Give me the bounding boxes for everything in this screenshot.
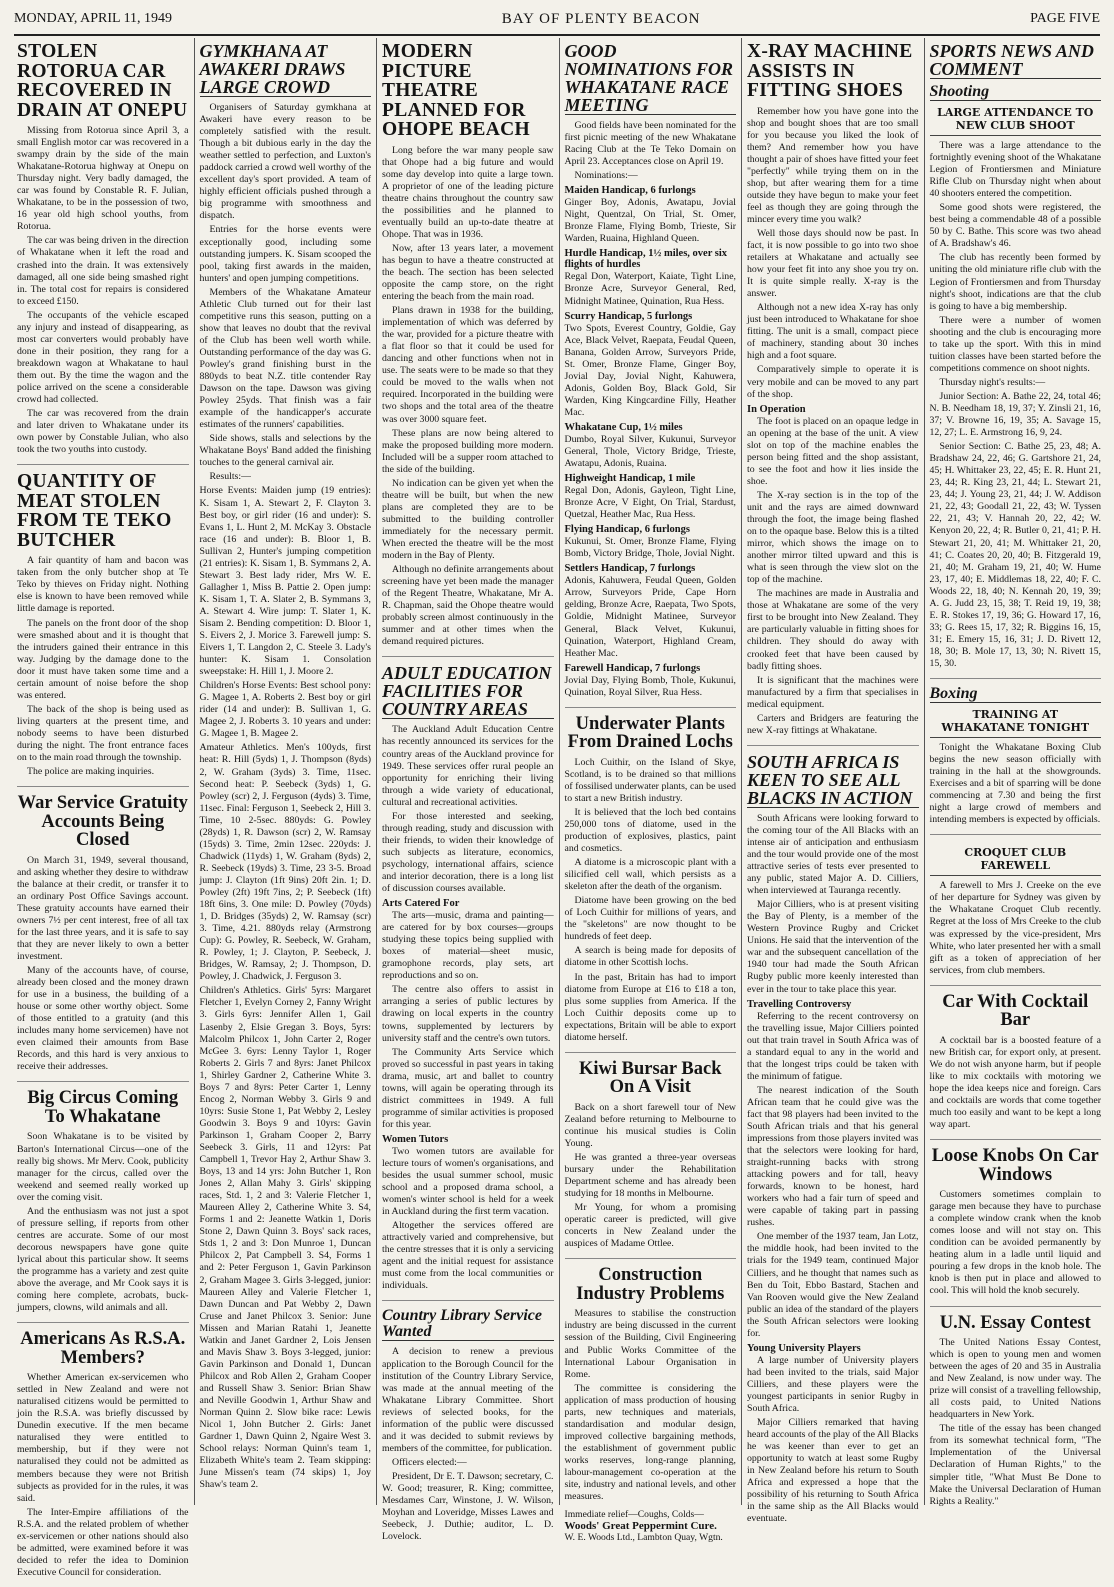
article-paragraph: No indication can be given yet when the theatre will be built, but when the new plans are completed they are to be submitted to the building controller immediately for the necessary permit. When erected the theatre will be the most modern in the Bay of Plenty. [382, 477, 554, 562]
article-subheading: Arts Catered For [382, 898, 460, 910]
advert-maker: W. E. Woods Ltd., Lambton Quay, Wgtn. [564, 1532, 723, 1544]
article-paragraph: The machines are made in Australia and those at Whakatane are some of the very first to be brought into New Zealand. They are particularly valuable in fitting shoes for children. They should do away with crooked feet that have been caused by badly fitting shoes. [747, 588, 919, 672]
article-paragraph: Whether American ex-servicemen who settled in New Zealand and were not naturalised citizens would be permitted to join the R.S.A. was briefly discussed by Dunedin executive. If the men became naturalised they were entitled to membership, but if they were not naturalised they could not be admitted as members because they were not British subjects as provided for in the rules, it was said. [17, 1372, 189, 1504]
masthead [14, 4, 1100, 36]
sports-section [930, 38, 1102, 679]
article-headline: Construction Industry Problems [576, 1265, 725, 1304]
article-paragraph: Major Cilliers, who is at present visiting the Bay of Plenty, is a member of the Western Province Rugby and Cricket Unions. He said that the intervention of the war and the subsequent cancellation of the 1940 tour had made the South African Rugby public more keenly interested than ever in the tour to take place this year. [747, 899, 919, 995]
article-paragraph: He was granted a three-year overseas bursary under the Rehabilitation Department scheme and has already been studying for 18 months in Melbourne. [564, 1152, 736, 1200]
article-paragraph: In the past, Britain has had to import diatome from Europe at £16 to £18 a ton, plus some supplies from America. If the Loch Cuithir deposits come up to expectations, Britain will be able to export diatome herself. [564, 971, 736, 1043]
article [565, 38, 737, 708]
article-paragraph: Good fields have been nominated for the first picnic meeting of the new Whakatane Racing Club at the Te Teko Domain on April 23. Acceptances close on April 19. [564, 120, 736, 168]
race-name: Flying Handicap, 6 furlongs [564, 524, 690, 536]
race-name: Whakatane Cup, 1½ miles [564, 421, 683, 433]
race-name: Scurry Handicap, 5 furlongs [564, 310, 693, 322]
shooting-paragraph: Junior Section: A. Bathe 22, 24, total 46; N. B. Needham 18, 19, 37; Y. Zinsli 21, 16, 37; V. Browne 16, 19, 35; A. Savage 15, 12, 27; L. E. Armstrong 16, 9, 24. [929, 390, 1101, 439]
article [747, 38, 919, 746]
article-paragraph: The foot is placed on an opaque ledge in an opening at the base of the unit. A view slot on top of the machine enables the person being fitted and the shop assistant, to see the foot and how it lies inside the shoe. [747, 415, 919, 487]
advert-lead: Immediate relief—Coughs, Colds— [564, 1509, 704, 1521]
race-name: Settlers Handicap, 7 furlongs [564, 563, 696, 575]
article-paragraph: The centre also offers to assist in arranging a series of public lectures by drawing on local experts in the country towns, supplemented by lecturers by university staff and the centre's own tutors. [382, 984, 554, 1044]
article-paragraph: It is significant that the machines were manufactured by a firm that specialises in medical equipment. [747, 674, 919, 710]
boxing-headline: TRAINING AT WHAKATANE TONIGHT [930, 708, 1102, 738]
article-paragraph: And the enthusiasm was not just a spot of pressure selling, if reports from other centres are accurate. Some of our most decorous newspapers have gone quite lyrical about this particular show. It seems the programme has a variety and zest quite above the average, and Mr Cook says it is coming here complete, acrobats, buck-jumpers, clowns, wild animals and all. [17, 1205, 189, 1314]
article-headline: ADULT EDUCATION FACILITIES FOR COUNTRY AREAS [382, 664, 554, 719]
race-name: Hurdle Handicap, 1½ miles, over six flights of hurdles [564, 248, 728, 271]
results-paragraph: Children's Horse Events: Best school pony: G. Magee 1, A. Roberts 2. Best boy or girl rider (14 and under): B. Sullivan 1, G. Magee 2, J. Roberts 3. 10 years and under: G. Magee 1, B. Magee 2. [199, 680, 371, 740]
results-paragraph: Results:— [209, 471, 251, 483]
article-paragraph: Plans drawn in 1938 for the building, implementation of which was deferred by the war, provided for a picture theatre with a flat floor so that it could be used for dancing and other functions when not in use. The seats were to be made so that they could be moved to the walls when not required. Incorporated in the building were two shops and the total area of the theatre was over 3000 square feet. [382, 305, 554, 425]
column-2 [194, 38, 377, 1505]
race-name: Highweight Handicap, 1 mile [564, 473, 696, 485]
article-paragraph: Now, after 13 years later, a movement has begun to have a theatre constructed at the beach. The section has been selected opposite the camp store, on the right entering the beach from the main road. [382, 242, 554, 303]
article-paragraph: Referring to the recent controversy on the travelling issue, Major Cilliers pointed out that train travel in South Africa was of a standard equal to any in the world and that the longest trips could be taken with the minimum of fatigue. [747, 1010, 919, 1082]
article-paragraph: One member of the 1937 team, Jan Lotz, the middle hook, had been invited to the trials for the 1949 team, continued Major Cilliers, and he thought that names such as Ben du Toit, Ebbo Bastard, Stachen and Van Rooven would give the New Zealand public an idea of the standard of the players the South African selectors were looking for. [747, 1231, 919, 1339]
column-1 [12, 38, 194, 1578]
article-paragraph: Diatome have been growing on the bed of Loch Cuithir for millions of years, and the "skeletons" are now thought to be hundreds of feet deep. [564, 895, 736, 943]
article-headline: QUANTITY OF MEAT STOLEN FROM TE TEKO BUTCHER [17, 471, 172, 551]
race-nominations: Kukunui, St. Omer, Bronze Flame, Flying Bomb, Victory Bridge, Thole, Jovial Night. [564, 536, 736, 560]
article-subheading: In Operation [747, 403, 806, 415]
article-paragraph: The car was recovered from the drain and later driven to Whakatane under its own power by Constable Julian, who also took the two youths into custody. [17, 408, 189, 456]
article-headline: War Service Gratuity Accounts Being Closed [17, 793, 188, 851]
article-headline: Loose Knobs On Car Windows [931, 1146, 1099, 1185]
article-paragraph: The panels on the front door of the shop were smashed about and it is thought that the intruders gained their entrance in this way. Judging by the damage done to the door it must have taken some time and a certain amount of noise before the shop was entered. [17, 617, 189, 701]
article-headline: GYMKHANA AT AWAKERI DRAWS LARGE CROWD [200, 42, 372, 97]
article-headline: GOOD NOMINATIONS FOR WHAKATANE RACE MEETING [565, 42, 737, 115]
race-name: Farewell Handicap, 7 furlongs [564, 662, 701, 674]
article-paragraph: Soon Whakatane is to be visited by Barton's International Circus—one of the really big shows. Mr Merv. Cook, publicity manager for the circus, called over the weekend and seemed really worked up over the coming visit. [17, 1131, 189, 1203]
article-paragraph: Entries for the horse events were exceptionally good, including some outstanding jumpers. K. Sisam scooped the pool, taking first awards in the maiden, hunters' and open jumping competitions. [199, 224, 371, 284]
article [17, 1326, 189, 1587]
article-paragraph: A cocktail bar is a boosted feature of a new British car, for export only, at present. We do not wish anyone harm, but if people like to mix cocktails with motoring we hope the idea keeps nice and foreign. Cars and cocktails are words that come together much too easily and want to be kept a long way apart. [929, 1034, 1101, 1131]
results-paragraph: Amateur Athletics. Men's 100yds, first heat: R. Hill (5yds) 1, J. Thompson (8yds) 2, W. Graham (3yds) 3. Time, 11sec. Second heat: P. Seebeck (3yds) 1, G. Powley (scr) 2, J. Ferguson (4yds) 3. Time, 11sec. Final: Ferguson 1, Seebeck 2, Hill 3. Time, 10 2-5sec. 880yds: G. Powley (28yds) 1, R. Dawson (scr) 2, W. Ramsay (15yds) 3. Time, 2min 12sec. 220yds: J. Chadwick (11yds) 1, W. Graham (8yds) 2, R. Seebeck (19yds) 3. Time, 23 3-5. Broad jump: J. Clayton (1ft 9ins) 20ft 2in. 1; D. Powley (2ft) 19ft 7ins, 2; P. Seebeck (1ft) 18ft 6ins, 3. One mile: D. Powley (70yds) 1, D. Bridges (35yds) 2, W. Ramsay (scr) 3. Time, 4.21. 880yds relay (Armstrong Cup): G. Powley, R. Seebeck, W. Graham, R. Powley, 1; J. Clayton, P. Seebeck, J. Bridges, W. Ramsay, 2; J. Thompson, D. Powley, J. Chadwick, J. Ferguson 3. [199, 742, 371, 983]
peppermint-cure-advert [565, 1509, 737, 1543]
article-paragraph: Members of the Whakatane Amateur Athletic Club turned out for their last competitive runs this season, putting on a show that leaves no doubt that the revival of the Club has been well worth while. Outstanding performance of the day was G. Powley's grand finishing burst in the 880yds to beat N.Z. title contender Ray Dawson on the tape. Dawson was giving Powley 25yds. That finish was a fair example of the handicapper's accurate estimates of the runners' capabilities. [199, 286, 371, 431]
article [17, 38, 189, 465]
article-paragraph: A search is being made for deposits of diatome in other Scottish lochs. [564, 945, 736, 969]
article-subheading: Young University Players [747, 1342, 861, 1354]
article-paragraph: South Africans were looking forward to the coming tour of the All Blacks with an intense air of anticipation and enthusiasm and the tour would provide one of the most attractive series of tests ever presented to any public, stated Major A. D. Cilliers, when interviewed at Tauranga recently. [747, 812, 919, 897]
article-paragraph: It is believed that the loch bed contains 250,000 tons of diatome, used in the production of explosives, plastics, paint and cosmetics. [564, 806, 736, 855]
article-paragraph: President, Dr E. T. Dawson; secretary, C. W. Good; treasurer, R. King; committee, Mesdames Carr, Winstone, J. W. Wilson, Moyhan and Loveridge, Misses Lawes and Seebeck, J. Duthie; auditor, L. D. Lovelock. [382, 1470, 554, 1543]
boxing-paragraph: Tonight the Whakatane Boxing Club begins the new season officially with training in the hall at the showgrounds. Exercises and a bit of sparring will be done commencing at 7.30 and being the first night a large crowd of members and intending members is expected by officials. [929, 742, 1101, 826]
column-5 [741, 38, 924, 1525]
article-paragraph: Measures to stabilise the construction industry are being discussed in the current session of the Building, Civil Engineering and Public Works Committee of the International Labour Organisation in Rome. [564, 1308, 736, 1380]
column-6 [924, 38, 1107, 1505]
sports-title: SPORTS NEWS AND COMMENT [930, 42, 1102, 79]
shooting-paragraph: Some good shots were registered, the best being a commendable 48 of a possible 50 by C. Bathe. This score was two ahead of A. Bradshaw's 46. [929, 202, 1101, 250]
article-paragraph: Many of the accounts have, of course, already been closed and the money drawn for use in a business, the building of a house or some other worthy object. Some of those entitled to a gratuity (and this includes many home servicemen) have not even claimed their amounts from Base Records, and this hard is very anxious to receive their addresses. [17, 965, 189, 1073]
section-shooting: Shooting [930, 84, 1102, 101]
article-headline: Kiwi Bursar Back On A Visit [578, 1058, 722, 1098]
article [930, 1143, 1102, 1306]
article-headline: STOLEN ROTORUA CAR RECOVERED IN DRAIN AT ONEPU [17, 41, 188, 121]
article-paragraph: Well those days should now be past. In fact, it is now possible to go into two shoe retailers at Whakatane and actually see how your feet fit into any shoe you try on. It is quite simple really. X-ray is the answer. [747, 227, 919, 300]
article-paragraph: The Inter-Empire affiliations of the R.S.A. and the related problem of whether ex-servicemen or other nations should also be admitted, were examined before it was decided to refer the idea to Dominion Executive Council for consideration. [17, 1506, 189, 1578]
column-4 [559, 38, 742, 1544]
article [565, 1262, 737, 1549]
article [930, 989, 1102, 1140]
article-paragraph: Altogether the services offered are attractively varied and comprehensive, but the centre stresses that it is only a servicing agent and the initial request for assistance must come from the local communities or individuals. [382, 1220, 554, 1292]
article [930, 1310, 1102, 1516]
article [747, 749, 919, 1534]
race-nominations: Adonis, Kahuwera, Feudal Queen, Golden Arrow, Surveyors Pride, Cape Horn gelding, Bronze Acre, Raepata, Two Spots, Goldie, Midnight Matinee, Surveyor General, Black Velvet, Kukunui, Quination, Waterport, Highland Cream, Heather Mac. [564, 575, 736, 659]
article-paragraph: Carters and Bridgers are featuring the new X-ray fittings at Whakatane. [747, 712, 919, 736]
article-paragraph: A large number of University players had been invited to the trials, said Major Cilliers, and these players were the youngest participants in senior Rugby in South Africa. [747, 1354, 919, 1414]
shooting-headline: LARGE ATTENDANCE TO NEW CLUB SHOOT [930, 106, 1102, 136]
paper-title: BAY OF PLENTY BEACON [501, 10, 701, 27]
article [17, 468, 189, 787]
race-nominations: Regal Don, Waterport, Kaiate, Tight Line, Bronze Acre, Surveyor General, Red, Midnight Matinee, Quination, Rua Hess. [564, 271, 736, 307]
article-paragraph: For those interested and seeking, through reading, study and discussion with their friends, to widen their knowledge of such subjects as literature, economics, psychology, international affairs, science and interior decoration, there is a long list of discussion courses available. [382, 810, 554, 895]
article-paragraph: Side shows, stalls and selections by the Whakatane Boys' Band added the finishing touches to the general carnival air. [199, 433, 371, 469]
article-paragraph: A fair quantity of ham and bacon was taken from the only butcher shop at Te Teko by thieves on Friday night. Nothing else is known to have been removed while little damage is reported. [17, 555, 189, 615]
page-number: PAGE FIVE [1030, 11, 1100, 26]
article [382, 1304, 554, 1551]
article-paragraph: These plans are now being altered to make the proposed building more modern. Included will be a supper room attached to the side of the building. [382, 427, 554, 475]
article-paragraph: The back of the shop is being used as living quarters at the present time, and nobody seems to have been disturbed during the night. The front entrance faces on to the main road through the township. [17, 703, 189, 764]
results-paragraph: Children's Athletics. Girls' 5yrs: Margaret Fletcher 1, Evelyn Corney 2, Fanny Wright 3. Girls 6yrs: Jennifer Allen 1, Gail Lasenby 2, Elsie Gregan 3. Boys, 5yrs: Malcolm Philcox 1, John Carter 2, Roger McGee 3. 6yrs: Lenny Taylor 1, Roger Roberts 2. Girls 7 and 8yrs: Janet Philcox 1, Shirley Gardner 2, Catherine White 3. Boys 7 and 8yrs: Peter Carter 1, Lenny Encog 2, Norman Webby 3. Girls 9 and 10yrs: Susie Stone 1, Pat Webby 2, Lesley Goodwin 3. Boys 9 and 10yrs: Gavin Parkinson 1, Graham Cooper 2, Barry Seebeck 3. Girls, 11 and 12yrs: Pat Campbell 1, Trevor Hay 2, Arthur Shaw 3. Boys, 13 and 14 yrs: John Butcher 1, Ron Jones 2, Allan Mahy 3. Girls' skipping races, Std. 1, 2 and 3: Valerie Fletcher 1, Maureen Alley 2, Catherine White 3. S4, Forms 1 and 2: Jeanette Watkin 1, Doris Stone 2, Dawn Quinn 3. Boys' sack races, Stds 1, 2 and 3: Don Munroe 1, Duncan Philcox 2, Pat Campbell 3. S4, Forms 1 and 2: Peter Ferguson 1, Gavin Parkinson 2, Graham Magee 3. Girls 3-legged, junior: Maureen Alley and Valerie Fletcher 1, Dawn Duncan and Pat Webby 2, Dawn Cruse and Janet Philcox 3. Senior: June Missen and Marian Ratahi 1, Jeanette Watkin and Janet Gardner 2, Lois Jensen and Mavis Shaw 3. Boys 3-legged, junior: Gavin Parkinson and Donald 1, Duncan Philcox and Rob Allen 2, Graham Cooper and Russell Shaw 3. Senior: Brian Shaw and Neville Goodwin 1, Arthur Shaw and Norman Quinn 2. Slow bike race: Lewis Nicol 1, John Butcher 2. Girls: Janet Gardner 1, Dawn Quinn 2, Ngaire West 3. School relays: Norman Quinn's team 1, Elizabeth White's team 2. Team skipping: June Missen's team (74 skips) 1, Joy Shaw's team 2. [199, 985, 371, 1491]
race-nominations: Regal Don, Adonis, Gayleon, Tight Line, Bronze Acre, V Eight, On Trial, Stardust, Quetzal, Heather Mac, Rua Hess. [564, 485, 736, 521]
article-paragraph: Loch Cuithir, on the Island of Skye, Scotland, is to be drained so that millions of fossilised underwater plants, can be used to start a new British industry. [564, 756, 736, 804]
article-paragraph: Major Cilliers remarked that having heard accounts of the play of the All Blacks he was keener than ever to get an opportunity to watch at least some Rugby in New Zealand before his return to South Africa and expressed a hope that the possibility of his returning to South Africa in the same ship as the All Blacks would eventuate. [747, 1417, 919, 1525]
article [382, 660, 554, 1301]
article-paragraph: A farewell to Mrs J. Creeke on the eve of her departure for Sydney was given by the Whakatane Croquet Club recently. Regret at the loss of Mrs Creeke to the club was expressed by the vice-president, Mrs White, who later presented her with a small gift as a token of appreciation of her services, from club members. [929, 880, 1101, 976]
article-subheading: Women Tutors [382, 1133, 449, 1145]
article [382, 38, 554, 657]
article-headline: Underwater Plants From Drained Lochs [567, 713, 733, 753]
article-paragraph: The Community Arts Service which proved so successful in past years in taking drama, music, art and ballet to country towns, will again be operating through its district committees in 1949. A full programme of similar activities is proposed for this year. [382, 1046, 554, 1130]
article-paragraph: The title of the essay has been changed from its somewhat technical form, "The Implementation of the Universal Declaration of Human Rights," to the simpler title, "What Must Be Done to Make the Universal Declaration of Human Rights a Reality." [929, 1423, 1101, 1507]
article-paragraph: Although no definite arrangements about screening have yet been made the manager of the Regent Theatre, Whakatane, Mr A. R. Chapman, said the Ohope theatre would probably screen almost continuously in the summer and at other times when the demand required pictures. [382, 564, 554, 648]
race-name: Maiden Handicap, 6 furlongs [564, 185, 696, 197]
article [17, 790, 189, 1082]
article-paragraph: On March 31, 1949, several thousand, and asking whether they desire to withdraw the balance at their credit, or transfer it to an ordinary Post Office Savings account. These gratuity accounts have earned their owners 7½ per cent interest, free of all tax for the last three years, and it is safe to say that they are never likely to own a better investment. [17, 854, 189, 962]
shooting-paragraph: There was a large attendance to the fortnightly evening shoot of the Whakatane Legion of Frontiersmen and Miniature Rifle Club on Thursday night when about 40 shooters entered the competition. [929, 140, 1101, 200]
article-paragraph: Missing from Rotorua since April 3, a small English motor car was recovered in a swampy drain by the side of the main Whakatane-Rotorua highway at Onepu on Thursday night. Very badly damaged, the car was found by Constable R. F. Julian, Whakatane, to be in the possession of two, 16 year old high school youths, from Rotorua. [17, 125, 189, 233]
article [17, 1085, 189, 1323]
article-headline: SOUTH AFRICA IS KEEN TO SEE ALL BLACKS IN ACTION [747, 753, 919, 808]
shooting-paragraph: The club has recently been formed by uniting the old miniature rifle club with the Legion of Frontiersmen and from Thursday night's shoot, indications are that the club is going to have a big membership. [929, 252, 1101, 312]
article-paragraph: The arts—music, drama and painting—are catered for by box courses—groups studying these topics being supplied with boxes of material—sheet music, gramophone records, play sets, art reproductions and so on. [382, 910, 554, 982]
article-headline: Big Circus Coming To Whakatane [27, 1088, 179, 1127]
article-paragraph: Mr Young, for whom a promising operatic career is predicted, will give concerts in New Zealand under the auspices of Madame Ottlee. [564, 1202, 736, 1250]
article [565, 1056, 737, 1260]
boxing-section [930, 682, 1102, 835]
article-paragraph: The committee is considering the application of mass production of housing parts, new techniques and materials, standardisation and modular design, improved collective bargaining methods, the establishment of government public works reserves, long-range planning, labour-management co-operation at the site, industry and national levels, and other measures. [564, 1382, 736, 1503]
section-boxing: Boxing [930, 686, 1102, 703]
article [930, 838, 1102, 985]
article-paragraph: A decision to renew a previous application to the Borough Council for the institution of the Country Library Service, was made at the annual meeting of the Whakatane Library Committee. Short reviews of selected books, for the information of the public were discussed and it was decided to submit reviews by members of the committee, for publication. [382, 1346, 554, 1454]
article-paragraph: The nearest indication of the South African team that he could give was the fact that 98 players had been invited to the South African trials and that his general impressions from those players invited was that the selectors were looking for hard, straight-running backs with strong attacking powers and for tall, heavy forwards, known to be honest, hard workers who had a fair turn of speed and were capable of taking part in passing rushes. [747, 1084, 919, 1229]
article-headline: CROQUET CLUB FAREWELL [930, 846, 1102, 876]
article-paragraph: Organisers of Saturday gymkhana at Awakeri have every reason to be completely satisfied with the result. Though a bit dubious early in the day the weather settled to perfection, and Luxton's paddock carried a crowd well worthy of the excellent day's sport provided. A team of highly efficient officials pushed through a big programme with smoothness and dispatch. [199, 102, 371, 222]
article [565, 711, 737, 1053]
article-paragraph: Officers elected:— [392, 1456, 467, 1468]
article-paragraph: Two women tutors are available for lecture tours of women's organisations, and besides the usual summer school, music school and a proposed drama school, a women's winter school is held for a week in Auckland during the first term vacation. [382, 1145, 554, 1218]
advert-brand: Woods' Great Peppermint Cure. [564, 1520, 717, 1533]
results-paragraph: Horse Events: Maiden jump (19 entries): K. Sisam 1, A. Stewart 2, F. Clayton 3. Best boy, or girl rider (16 and under): S. Evans 1, L. Hunt 2, M. McKay 3. Obstacle race (16 and under): B. Bloor 1, B. Sullivan 2, Hunter's jumping competition (21 entries): K. Sisam 1, B. Symmans 2, A. Stewart 3. Best lady rider, Mrs W. E. Gallagher 1, Miss B. Pattie 2. Open jump: K. Sisam 1, T. A. Slater 2, B. Symmans 3, A. Stewart 4. Wire jump: T. Slater 1, K. Sisam 2. Bending competition: D. Bloor 1, S. Eivers 2, J. Morice 3. Farewell jump: S. Eivers 1, T. Langdon 2, C. Steele 3. Lady's hunter: K. Sisam 1. Consolation sweepstake: H. Hill 1, J. Moore 2. [199, 485, 371, 678]
article-paragraph: The car was being driven in the direction of Whakatane when it left the road and crashed into the drain. It was extensively damaged, all one side being smashed right in. The total cost for repairs is considered to exceed £150. [17, 235, 189, 307]
columns [12, 38, 1106, 1578]
article-headline: U.N. Essay Contest [939, 1312, 1091, 1333]
article-subheading: Travelling Controversy [747, 998, 852, 1010]
article-headline: Country Library Service Wanted [382, 1308, 554, 1341]
article-paragraph: Remember how you have gone into the shop and bought shoes that are too small for you because you liked the look of them? And remember how you have thought a pair of shoes have fitted your feet "perfectly" while trying them on in the shop, but after wearing them for a time outside they have begun to make your feet feel as though they are going through the mincer every time you walk? [747, 105, 919, 225]
column-3 [376, 38, 559, 1543]
shooting-paragraph: Senior Section: C. Bathe 25, 23, 48; A. Bradshaw 24, 22, 46; G. Gartshore 21, 24, 45; H. Whittaker 23, 22, 45; E. R. Hunt 21, 23, 44; R. King 23, 21, 44; L. Stewart 21, 23, 44; J. Young 23, 21, 44; J. W. Addison 21, 22, 43; Goodall 21, 22, 43; W. Tyssen 22, 21, 43; V. Hannah 20, 22, 42; W. Kenyon 20, 22, 4; R. Butler 0, 21, 41; P. H. Stewart 21, 20, 41; M. Whittaker 21, 20, 41; C. Coates 20, 20, 40; B. Fitzgerald 19, 21, 40; M. Graham 19, 21, 40; W. Hume 23, 17, 40; E. Middlemas 18, 22, 40; F. C. Woods 22, 18, 40; N. Kennah 20, 19, 39; A. G. Judd 23, 15, 38; T. Reid 19, 19, 38; E. R. Stokes 17, 19, 36; G. Howard 17, 16, 33; G. Rees 15, 17, 32; R. Biggins 16, 15, 31; E. Emery 15, 16, 31; J. D. Rivett 12, 18, 30; B. Mole 17, 13, 30; N. Rivett 15, 15, 30. [929, 441, 1101, 669]
race-nominations: Ginger Boy, Adonis, Awatapu, Jovial Night, Quentzal, On Trial, St. Omer, Bronze Flame, Flying Bomb, Trieste, Sir Warden, Ruaina, Highland Queen. [564, 197, 736, 245]
issue-date: MONDAY, APRIL 11, 1949 [14, 11, 173, 26]
article-headline: Americans As R.S.A. Members? [20, 1329, 186, 1368]
article-paragraph: Nominations:— [574, 170, 638, 182]
article-paragraph: The Auckland Adult Education Centre has recently announced its services for the country areas of the Auckland province for 1949. These services offer rural people an opportunity for enriching their living through a wide variety of educational, cultural and recreational activities. [382, 724, 554, 808]
article-paragraph: The police are making inquiries. [27, 766, 155, 778]
article-paragraph: Comparatively simple to operate it is very mobile and can be moved to any part of the shop. [747, 364, 919, 400]
article-paragraph: A diatome is a microscopic plant with a silicified cell wall, which persists as a skeleton after the death of the organism. [564, 857, 736, 893]
race-nominations: Two Spots, Everest Country, Goldie, Gay Ace, Black Velvet, Raepata, Feudal Queen, Banana, Golden Arrow, Surveyors Pride, St. Omer, Bronze Flame, Ginger Boy, Jovial Day, Jovial Night, Kahuwera, Adonis, Golden Boy, Black Gold, Sir Warden, King Kingcardine Filly, Heather Mac. [564, 322, 736, 418]
article-paragraph: Long before the war many people saw that Ohope had a big future and would some day develop into quite a large town. A proprietor of one of the leading picture theatre chains throughout the country saw the possibilities and he planned to eventually build an up-to-date theatre at Ohope. That was in 1936. [382, 144, 554, 240]
article-paragraph: The United Nations Essay Contest, which is open to young men and women between the ages of 20 and 35 in Australia and New Zealand, is now under way. The prize will consist of a travelling fellowship, all costs paid, to United Nations headquarters in New York. [929, 1337, 1101, 1421]
article-headline: X-RAY MACHINE ASSISTS IN FITTING SHOES [747, 41, 913, 101]
shooting-paragraph: There were a number of women shooting and the club is encouraging more to take up the sport. With this in mind tuition classes have been started before the competitions commence on shoot nights. [929, 314, 1101, 374]
article-paragraph: The X-ray section is in the top of the unit and the rays are aimed downward through the foot, the image being flashed on to the opaque base. Below this is a tilted mirror, which shows the image on to another mirror tilted upward and this is what is seen through the view slot on the top of the machine. [747, 489, 919, 586]
article [200, 38, 372, 1499]
shooting-paragraph: Thursday night's results:— [939, 376, 1046, 388]
race-nominations: Jovial Day, Flying Bomb, Thole, Kukunui, Quination, Royal Silver, Rua Hess. [564, 674, 736, 698]
article-paragraph: Although not a new idea X-ray has only just been introduced to Whakatane for shoe fitting. The unit is a small, compact piece of machinery, standing about 30 inches high and a foot square. [747, 302, 919, 362]
article-headline: MODERN PICTURE THEATRE PLANNED FOR OHOPE BEACH [382, 41, 530, 140]
article-paragraph: The occupants of the vehicle escaped any injury and instead of disappearing, as most car converters would probably have done in their position, they rang for a breakdown wagon at Whakatane to haul them out. By the time the wagon and the police arrived on the scene a considerable crowd had collected. [17, 309, 189, 406]
race-nominations: Dumbo, Royal Silver, Kukunui, Surveyor General, Thole, Victory Bridge, Trieste, Awatapu, Adonis, Ruaina. [564, 433, 736, 470]
article-paragraph: Customers sometimes complain to garage men because they have to purchase a complete window crank when the knob comes loose and will not stay on. This condition can be avoided permanently by heating alum in a ladle until liquid and pouring a few drops in the knob hole. The knob is then put in place and allowed to cool. This will hold the knob securely. [929, 1189, 1101, 1297]
article-paragraph: Back on a short farewell tour of New Zealand before returning to Melbourne to continue his musical studies is Colin Young. [564, 1101, 736, 1149]
article-headline: Car With Cocktail Bar [942, 991, 1089, 1031]
